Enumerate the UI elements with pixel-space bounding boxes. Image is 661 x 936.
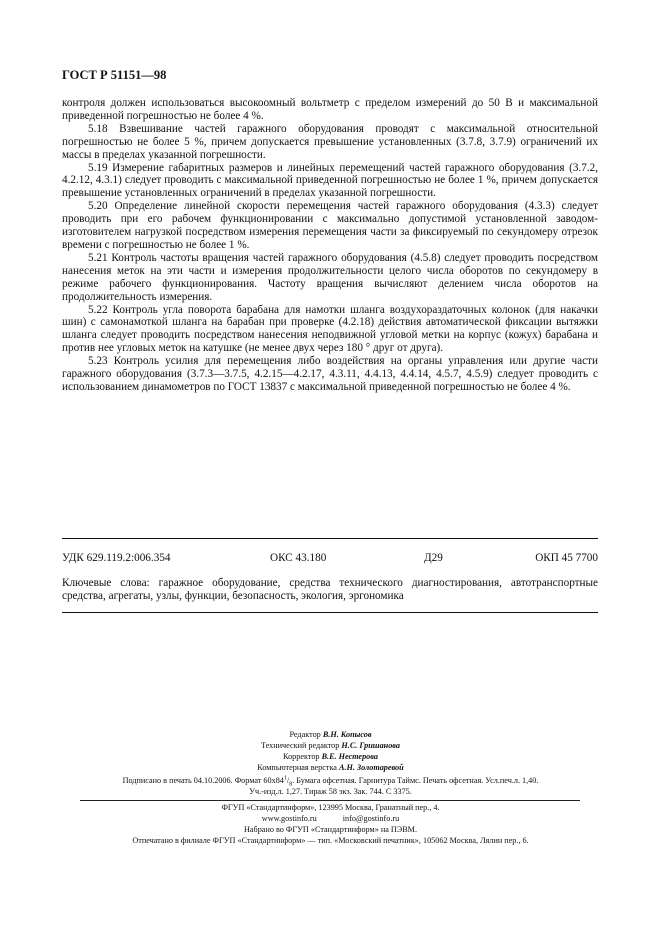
paragraph-5-21: 5.21 Контроль частоты вращения частей гаражного оборудования (4.5.8) следует проводить посредством нанесения меток на эти части и измерения продолжительности целого числа оборотов по секундомеру в режиме рабочего функционирования. Частоту вращения вычисляют делением числа оборотов на продолжительность измерения.	[62, 251, 598, 303]
publisher-line: ФГУП «Стандартинформ», 123995 Москва, Гранатный пер., 4.	[221, 803, 440, 812]
document-header: ГОСТ Р 51151—98	[62, 68, 167, 82]
keywords: Ключевые слова: гаражное оборудование, средства технического диагностирования, автотранспортные средства, агрегаты, узлы, функции, безопасность, экология, эргономика	[62, 577, 598, 602]
divider-bottom	[62, 612, 598, 613]
print-data-line: Уч.-изд.л. 1,27. Тираж 58 экз. Зак. 744. С 3375.	[249, 787, 412, 796]
paragraph-continuation: контроля должен использоваться высокоомный вольтметр с пределом измерений до 50 В и максимальной приведенной погрешностью не более 4 %.	[62, 97, 598, 122]
contacts-line	[0, 813, 661, 824]
corrector-label: Корректор	[283, 752, 320, 761]
imprint-print-data	[0, 775, 661, 797]
paragraph-5-18: 5.18 Взвешивание частей гаражного оборудования проводят с максимальной относительной погрешностью не более 5 %, причем допускается превышение установленных (3.7.8, 3.7.9) ограничений их массы в пределах указанной погрешности.	[62, 122, 598, 161]
paragraph-5-23: 5.23 Контроль усилия для перемещения либо воздействия на органы управления или другие части гаражного оборудования (3.7.3—3.7.5, 4.2.15—4.2.17, 4.3.11, 4.4.13, 4.4.14, 4.5.7, 4.5.9) следует проводить с использованием динамометров по ГОСТ 13837 с максимальной приведенной погрешностью не более 4 %.	[62, 355, 598, 393]
website-link[interactable]: www.gostinfo.ru	[261, 814, 317, 823]
editor-label: Редактор	[289, 730, 321, 739]
body-text	[62, 97, 598, 394]
tech-editor-line	[0, 740, 661, 751]
email-link[interactable]: info@gostinfo.ru	[342, 814, 400, 823]
corrector-line	[0, 751, 661, 762]
editor-name: В.Н. Копысов	[322, 730, 372, 739]
editor-line	[0, 729, 661, 740]
okp-code: ОКП 45 7700	[535, 552, 598, 564]
layout-name: А.Н. Золотаревой	[339, 763, 404, 772]
typeset-line: Набрано во ФГУП «Стандартинформ» на ПЭВМ.	[244, 825, 417, 834]
paragraph-5-22: 5.22 Контроль угла поворота барабана для намотки шланга воздухораздаточных колонок (для накачки шин) с самонамоткой шланга на барабан при проверке (4.2.18) действия автоматической фиксации вытяжки шланга следует проводить посредством нанесения неподвижной угловой метки на корпус (кожух) барабана и против нее угловых меток на катушке (не менее двух через 180 ° друг от друга).	[62, 303, 598, 355]
d-code: Д29	[424, 552, 443, 564]
imprint-credits	[0, 729, 661, 773]
udk-code: УДК 629.119.2:006.354	[62, 552, 171, 564]
oks-code: ОКС 43.180	[270, 552, 327, 564]
paragraph-5-20: 5.20 Определение линейной скорости перемещения частей гаражного оборудования (4.3.3) следует проводить при его рабочем функционировании с максимально допустимой установленной заводом-изготовителем нагрузкой посредством измерения перемещения части за фиксируемый по секундомеру отрезок времени с погрешностью не более 1 %.	[62, 200, 598, 251]
corrector-name: В.Е. Нестерова	[321, 752, 378, 761]
layout-line	[0, 762, 661, 773]
signed-line: Подписано в печать 04.10.2006. Формат $60х84^1/_8$. Бумага офсетная. Гарнитура Таймс. Печать офсетная. Усл.печ.л. 1,40.	[122, 775, 539, 788]
tech-editor-label: Технический редактор	[260, 741, 340, 750]
tech-editor-name: Н.С. Гришанова	[341, 741, 401, 750]
imprint-divider	[80, 800, 580, 801]
imprint-publisher	[0, 802, 661, 846]
layout-label: Компьютерная верстка	[257, 763, 337, 772]
printed-line: Отпечатано в филиале ФГУП «Стандартинформ» — тип. «Московский печатник», 105062 Москва, Лялин пер., 6.	[132, 836, 529, 845]
paragraph-5-19: 5.19 Измерение габаритных размеров и линейных перемещений частей гаражного оборудования (3.7.2, 4.2.12, 4.3.1) следует проводить с максимальной приведенной погрешностью не более 1 %, причем допускается превышение установленных ограничений в пределах указанной погрешности.	[62, 161, 598, 200]
divider-top	[62, 538, 598, 539]
